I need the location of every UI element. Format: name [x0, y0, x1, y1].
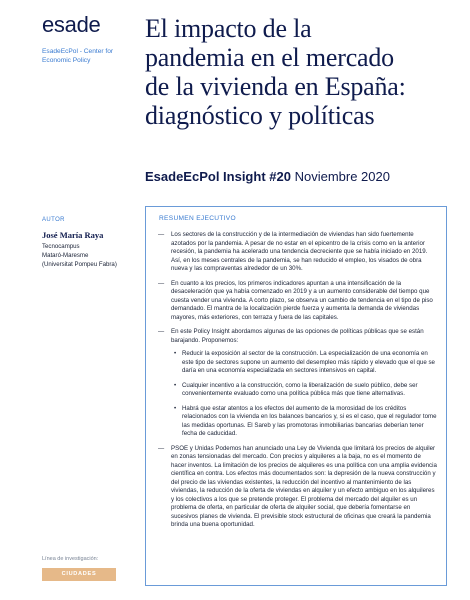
summary-content — [158, 231, 437, 536]
bullet-text: En este Policy Insight abordamos algunas de las opciones de políticas públicas que se están barajando. Proponemos: — [171, 328, 424, 344]
insight-series: EsadeEcPol Insight #20 — [145, 169, 291, 184]
bullet-text: Los sectores de la construcción y de la intermediación de viviendas han sido fuertemente azotados por la pandemia. A pesar de no estar en el epicentro de la crisis como en la anterior recesión, la pandemia ha acelerado una tendencia decreciente que se había iniciado en 2019. Así, en los meses centrales de la pandemia, se han reducido el empleo, los visados de obra nueva y las compraventas alrededor de un 30%. — [171, 231, 428, 272]
summary-heading: RESUMEN EJECUTIVO — [159, 215, 236, 222]
document-title — [145, 14, 460, 130]
title-line: pandemia en el mercado — [145, 43, 394, 72]
dash-icon: — — [158, 328, 165, 335]
publication-date: Noviembre 2020 — [294, 169, 390, 184]
proposal-text: Habrá que estar atentos a los efectos del aumento de la morosidad de los créditos relacionados con la vivienda en los balances bancarios y, si es el caso, que el regulador tome las medidas oportunas. El Sareb y las promotoras inmobiliarias bancarias deberían tener fecha de caducidad. — [182, 404, 437, 437]
proposal-item — [158, 350, 437, 376]
executive-summary-box — [145, 206, 447, 586]
esade-logo: esade — [42, 12, 101, 37]
bullet-text: En cuanto a los precios, los primeros indicadores apuntan a una intensificación de la desaceleración que ya había comenzado en 2019 y a un aumento considerable del tiempo que cuesta vender una vivienda. A corto plazo, se observa un cambio de tendencia en el tipo de piso demandado. El mantra de la localización pierde fuerza y aumenta la demanda de viviendas mayores, más exteriores, con terraza y fuera de las capitales. — [171, 279, 433, 321]
proposal-text: Cualquier incentivo a la construcción, como la liberalización de suelo público, debe ser convenientemente evaluado como una política pública más que tiene alternativas. — [182, 381, 418, 397]
summary-bullet — [158, 445, 437, 530]
dash-icon: — — [158, 231, 165, 238]
proposal-item — [158, 382, 437, 399]
title-line: diagnóstico y políticas — [145, 101, 375, 130]
bullet-text: PSOE y Unidas Podemos han anunciado una Ley de Vivienda que limitará los precios de alquiler en zonas tensionadas del mercado. Con precios y alquileres a la baja, no es el momento de hacer inventos. La limitación de los precios de alquileres es una política con una amplia evidencia científica en contra. Los efectos más documentados son: la depresión de la nueva construcción y del precio de las viviendas existentes, la reducción del incentivo al mantenimiento de las viviendas, la reducción de la oferta de viviendas en alquiler y un efecto ambiguo en los alquileres y los colectivos a los que se pretende proteger. El problema del mercado del alquiler es un problema de oferta, en particular de oferta de alquiler social, que debería fomentarse en sucesivos planes de vivienda. El previsible stock estructural de oficinas que creará la pandemia brinda una buena oportunidad. — [171, 444, 437, 528]
title-line: El impacto de la — [145, 14, 312, 43]
sidebar — [0, 0, 138, 600]
title-line: de la vivienda en España: — [145, 72, 406, 101]
bullet-dot-icon: • — [174, 381, 177, 389]
author-affiliation — [42, 242, 132, 269]
proposal-text: Reducir la exposición al sector de la construcción. La especialización de una economía en este tipo de sectores supone un aumento del desempleo más rápido y elevado que el que se daría en una economía especializada en sectores intensivos en capital. — [182, 350, 435, 374]
affiliation-line: Mataró-Maresme — [42, 252, 89, 259]
research-line-label: Línea de investigación: — [42, 556, 99, 562]
document-subtitle — [145, 169, 390, 184]
summary-bullet — [158, 328, 437, 345]
author-label: AUTOR — [42, 217, 65, 223]
bullet-dot-icon: • — [174, 350, 177, 357]
dash-icon: — — [158, 279, 165, 287]
summary-bullet — [158, 280, 437, 323]
center-name: EsadeEcPol - Center for Economic Policy — [42, 48, 114, 64]
proposal-item — [158, 405, 437, 439]
summary-bullet — [158, 231, 437, 274]
affiliation-line: (Universitat Pompeu Fabra) — [42, 261, 117, 268]
author-name: José María Raya — [42, 230, 104, 240]
bullet-dot-icon: • — [174, 404, 177, 412]
dash-icon: — — [158, 444, 165, 452]
affiliation-line: Tecnocampus — [42, 243, 80, 250]
research-line-tag[interactable]: CIUDADES — [42, 568, 116, 581]
